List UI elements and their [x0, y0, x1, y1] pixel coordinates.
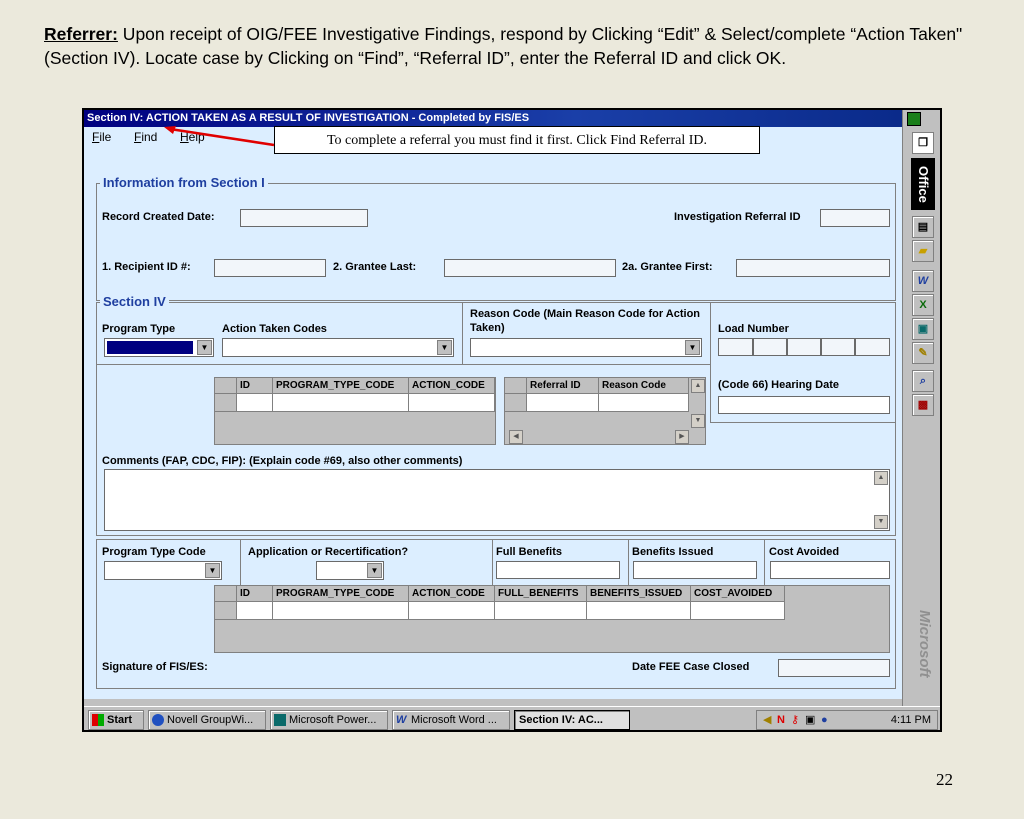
screenshot-frame — [82, 108, 942, 732]
groupwise-icon — [152, 714, 164, 726]
application-select[interactable] — [316, 561, 384, 580]
new-document-icon[interactable]: ▤ — [912, 216, 934, 238]
signature-label: Signature of FIS/ES: — [102, 661, 208, 673]
menu-file[interactable]: File — [92, 130, 112, 144]
record-created-label: Record Created Date: — [102, 211, 215, 223]
office-shortcut-bar — [902, 110, 942, 706]
speaker-icon[interactable]: ◀ — [763, 714, 772, 726]
divider — [492, 539, 493, 585]
excel-icon[interactable]: X — [912, 294, 934, 316]
load-number-field[interactable] — [787, 338, 821, 356]
grid-corner — [215, 586, 237, 602]
taskbar-item-powerpoint[interactable] — [270, 710, 388, 730]
section1-title: Information from Section I — [100, 175, 268, 190]
comments-label: Comments (FAP, CDC, FIP): (Explain code #69, also other comments) — [102, 455, 463, 467]
system-tray — [756, 710, 938, 730]
scroll-down-icon[interactable]: ▼ — [691, 414, 705, 428]
divider — [710, 422, 896, 423]
program-type-code-select[interactable] — [104, 561, 222, 580]
tooltip-callout: To complete a referral you must find it first. Click Find Referral ID. — [274, 126, 760, 154]
load-number-field[interactable] — [821, 338, 855, 356]
program-type-select[interactable] — [104, 338, 214, 357]
key-icon[interactable]: ⚷ — [791, 714, 800, 726]
benefits-issued-field[interactable] — [633, 561, 757, 579]
page-number: 22 — [936, 770, 953, 789]
divider — [628, 539, 629, 585]
grid-cell[interactable] — [599, 394, 689, 412]
grantee-last-label: 2. Grantee Last: — [333, 261, 417, 273]
referral-id-label: Investigation Referral ID — [674, 211, 801, 223]
powerpoint-icon[interactable]: ▣ — [912, 318, 934, 340]
load-number-label: Load Number — [718, 323, 789, 335]
hearing-date-field[interactable] — [718, 396, 890, 414]
microsoft-brand: Microsoft — [916, 610, 933, 678]
grid-cell[interactable] — [273, 602, 409, 620]
date-closed-label: Date FEE Case Closed — [632, 661, 750, 673]
windows-flag-icon — [92, 714, 104, 726]
network-icon[interactable]: ▣ — [805, 714, 816, 726]
grid-cell[interactable] — [495, 602, 587, 620]
grid-header: PROGRAM_TYPE_CODE — [273, 378, 409, 394]
section4-title: Section IV — [100, 294, 169, 309]
taskbar-item-label: Section IV: AC... — [519, 714, 603, 726]
form-area — [84, 147, 902, 699]
referrer-label: Referrer: — [44, 24, 118, 44]
reason-grid — [504, 377, 706, 445]
pointer-arrow — [164, 125, 276, 147]
record-created-field[interactable] — [240, 209, 368, 227]
globe-icon[interactable]: ● — [821, 714, 828, 726]
find-icon[interactable]: ⌕ — [912, 370, 934, 392]
taskbar-item-label: Novell GroupWi... — [167, 714, 254, 726]
grid-cell[interactable] — [691, 602, 785, 620]
grantee-last-field[interactable] — [444, 259, 616, 277]
taskbar — [84, 706, 942, 732]
divider — [96, 364, 710, 365]
taskbar-item-word[interactable] — [392, 710, 510, 730]
divider — [462, 302, 463, 364]
grid-header: Referral ID — [527, 378, 599, 394]
taskbar-item-section-iv[interactable] — [514, 710, 630, 730]
clock: 4:11 PM — [890, 714, 931, 726]
instruction-text: Upon receipt of OIG/FEE Investigative Findings, respond by Clicking “Edit” & Select/complete “Action Taken" (Section IV). Locate case by Clicking on “Find”, “Referral ID”, enter the Referral ID and click OK. — [44, 24, 963, 68]
reason-code-select[interactable] — [470, 338, 702, 357]
grid-header: ID — [237, 586, 273, 602]
word-icon: W — [396, 714, 407, 726]
scroll-down-icon[interactable]: ▼ — [874, 515, 888, 529]
grid-cell[interactable] — [237, 602, 273, 620]
grid-header: FULL_BENEFITS — [495, 586, 587, 602]
chevron-down-icon[interactable]: ▼ — [437, 340, 452, 355]
selected-highlight — [107, 341, 193, 354]
chevron-down-icon[interactable]: ▼ — [197, 340, 212, 355]
action-codes-label: Action Taken Codes — [222, 323, 327, 335]
taskbar-item-groupwise[interactable] — [148, 710, 266, 730]
menu-find[interactable]: Find — [134, 130, 158, 144]
grid-cell[interactable] — [527, 394, 599, 412]
grid-cell[interactable] — [587, 602, 691, 620]
taskbar-item-label: Microsoft Power... — [289, 714, 377, 726]
load-number-field[interactable] — [718, 338, 753, 356]
full-benefits-field[interactable] — [496, 561, 620, 579]
grid-header: ID — [237, 378, 273, 394]
grid-corner — [505, 378, 527, 394]
scroll-right-icon[interactable]: ▶ — [675, 430, 689, 444]
divider — [710, 302, 711, 422]
word-icon[interactable]: W — [912, 270, 934, 292]
hearing-date-label: (Code 66) Hearing Date — [718, 379, 840, 391]
grid-cell[interactable] — [273, 394, 409, 412]
grid-header: PROGRAM_TYPE_CODE — [273, 586, 409, 602]
grid-header: ACTION_CODE — [409, 586, 495, 602]
row-selector[interactable] — [505, 394, 527, 412]
load-number-field[interactable] — [855, 338, 890, 356]
application-label: Application or Recertification? — [248, 546, 409, 558]
row-selector[interactable] — [215, 602, 237, 620]
reason-code-label: Reason Code (Main Reason Code for Action Taken) — [470, 308, 701, 334]
office-logo-icon[interactable]: ❐ — [912, 132, 934, 154]
grid-header: Reason Code — [599, 378, 689, 394]
chevron-down-icon[interactable]: ▼ — [685, 340, 700, 355]
benefits-issued-label: Benefits Issued — [632, 546, 714, 558]
load-number-field[interactable] — [753, 338, 787, 356]
referral-id-field[interactable] — [820, 209, 890, 227]
start-label: Start — [107, 714, 133, 726]
powerpoint-icon — [274, 714, 286, 726]
bar-menu-icon[interactable] — [907, 112, 921, 126]
row-selector[interactable] — [215, 394, 237, 412]
scroll-up-icon[interactable]: ▲ — [874, 471, 888, 485]
divider — [764, 539, 765, 585]
taskbar-item-label: Microsoft Word ... — [411, 714, 497, 726]
office-label: Office — [911, 158, 935, 210]
recipient-id-field[interactable] — [214, 259, 326, 277]
open-folder-icon[interactable]: ▰ — [912, 240, 934, 262]
grid-cell[interactable] — [409, 602, 495, 620]
window-titlebar: Section IV: ACTION TAKEN AS A RESULT OF INVESTIGATION - Completed by FIS/ES — [84, 110, 902, 127]
grid-header: BENEFITS_ISSUED — [587, 586, 691, 602]
action-codes-grid — [214, 377, 496, 445]
menu-help[interactable]: Help — [180, 130, 205, 144]
grid-header: ACTION_CODE — [409, 378, 495, 394]
chevron-down-icon[interactable]: ▼ — [205, 563, 220, 578]
program-type-code-label: Program Type Code — [102, 546, 206, 558]
grid-cell[interactable] — [237, 394, 273, 412]
novell-icon[interactable]: N — [777, 714, 785, 726]
full-benefits-label: Full Benefits — [496, 546, 563, 558]
cost-avoided-label: Cost Avoided — [769, 546, 840, 558]
scroll-up-icon[interactable]: ▲ — [691, 379, 705, 393]
benefits-grid — [214, 585, 890, 653]
section1-frame — [96, 183, 896, 301]
scroll-left-icon[interactable]: ◀ — [509, 430, 523, 444]
schedule-key-icon[interactable]: ✎ — [912, 342, 934, 364]
recipient-id-label: 1. Recipient ID #: — [102, 261, 191, 273]
grantee-first-field[interactable] — [736, 259, 890, 277]
program-type-label: Program Type — [102, 323, 176, 335]
divider — [240, 539, 241, 585]
chevron-down-icon[interactable]: ▼ — [367, 563, 382, 578]
instruction-paragraph — [44, 22, 984, 70]
date-closed-field[interactable] — [778, 659, 890, 677]
access-icon[interactable]: ▩ — [912, 394, 934, 416]
grid-corner — [215, 378, 237, 394]
action-codes-select[interactable] — [222, 338, 454, 357]
start-button[interactable] — [88, 710, 144, 730]
grantee-first-label: 2a. Grantee First: — [622, 261, 713, 273]
comments-textarea[interactable] — [104, 469, 890, 531]
grid-cell[interactable] — [409, 394, 495, 412]
cost-avoided-field[interactable] — [770, 561, 890, 579]
grid-header: COST_AVOIDED — [691, 586, 785, 602]
